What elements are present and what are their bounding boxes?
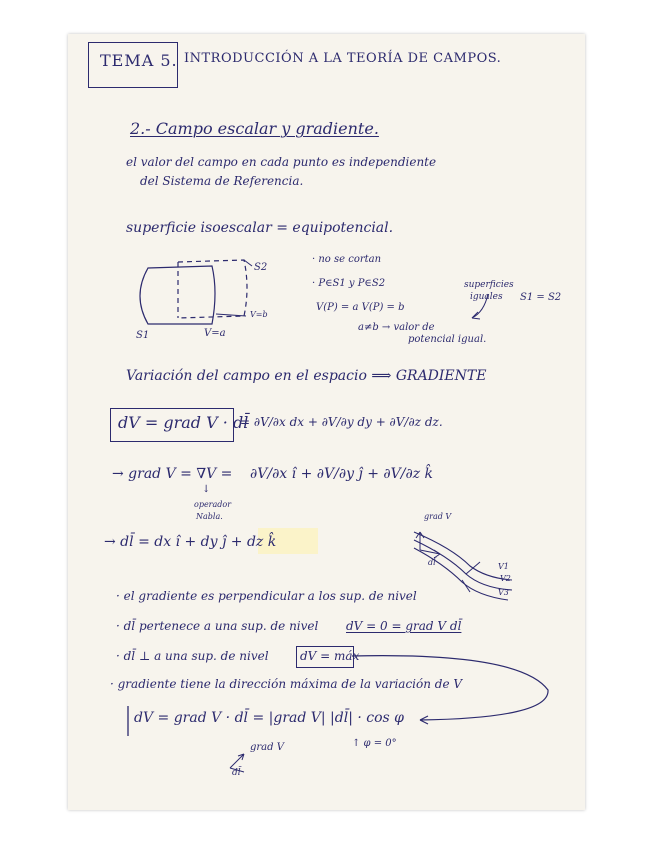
note-potencial: potencial igual. — [408, 334, 487, 345]
side-s1-s2: S1 = S2 — [520, 292, 562, 303]
note-vp: V(P) = a V(P) = b — [316, 302, 405, 313]
page-heading: INTRODUCCIÓN A LA TEORÍA DE CAMPOS. — [184, 51, 502, 66]
grad-definition-lhs: → grad V = ∇V = — [112, 466, 233, 482]
phi-zero: ↑ φ = 0° — [352, 738, 397, 749]
small-grad: grad V — [250, 742, 284, 753]
dv-box-equation: dV = grad V · dl̄ — [118, 413, 249, 432]
nabla-note-1: operador — [194, 500, 232, 509]
statement-2-eq: dV = 0 = grad V dl̄ — [346, 619, 462, 633]
v2-label: V2 — [500, 574, 511, 583]
grad-definition-rhs: ∂V/∂x î + ∂V/∂y ĵ + ∂V/∂z k̂ — [250, 466, 434, 482]
grad-label: grad V — [424, 512, 452, 521]
statement-3-eq: dV = máx — [300, 649, 360, 663]
dl-label: dl̄ — [428, 558, 436, 567]
bullet-1-line-1: el valor del campo en cada punto es independiente — [126, 155, 437, 169]
bullet-2: superficie isoescalar = equipotencial. — [126, 220, 394, 236]
nabla-note-2: Nabla. — [196, 512, 223, 521]
statement-3: · dl̄ ⊥ a una sup. de nivel — [116, 649, 269, 663]
statement-2: · dl̄ pertenece a una sup. de nivel — [116, 619, 319, 633]
section-title: 2.- Campo escalar y gradiente. — [130, 119, 379, 138]
s1-label: S1 — [136, 330, 150, 341]
note-no-se-cortan: · no se cortan — [312, 254, 382, 265]
nabla-arrow: ↓ — [202, 484, 211, 495]
va-label: V=a — [204, 328, 226, 339]
statement-1: · el gradiente es perpendicular a los sup. de nivel — [116, 589, 417, 603]
note-p-in-s: · P∈S1 y P∈S2 — [312, 278, 386, 289]
side-superficies: superficies — [464, 280, 514, 290]
bullet-3: Variación del campo en el espacio ⟹ GRADIENTE — [126, 368, 487, 384]
v3-label: V3 — [498, 588, 509, 597]
note-a-ne-b: a≠b → valor de — [358, 322, 435, 333]
side-iguales: iguales — [470, 292, 503, 302]
bullet-1-line-2: del Sistema de Referencia. — [140, 174, 304, 188]
tema-label: TEMA 5. — [100, 51, 178, 70]
dv-expansion: = ∂V/∂x dx + ∂V/∂y dy + ∂V/∂z dz. — [240, 415, 443, 429]
small-dl: dl̄ — [232, 768, 241, 778]
statement-4: · gradiente tiene la dirección máxima de la variación de V — [110, 677, 463, 691]
final-equation: dV = grad V · dl̄ = |grad V| |dl̄| · cos φ — [134, 710, 404, 726]
s2-label: S2 — [254, 262, 268, 273]
v1-label: V1 — [498, 562, 509, 571]
dl-definition: → dl̄ = dx î + dy ĵ + dz k̂ — [104, 534, 277, 550]
vb-label: V=b — [250, 310, 268, 319]
